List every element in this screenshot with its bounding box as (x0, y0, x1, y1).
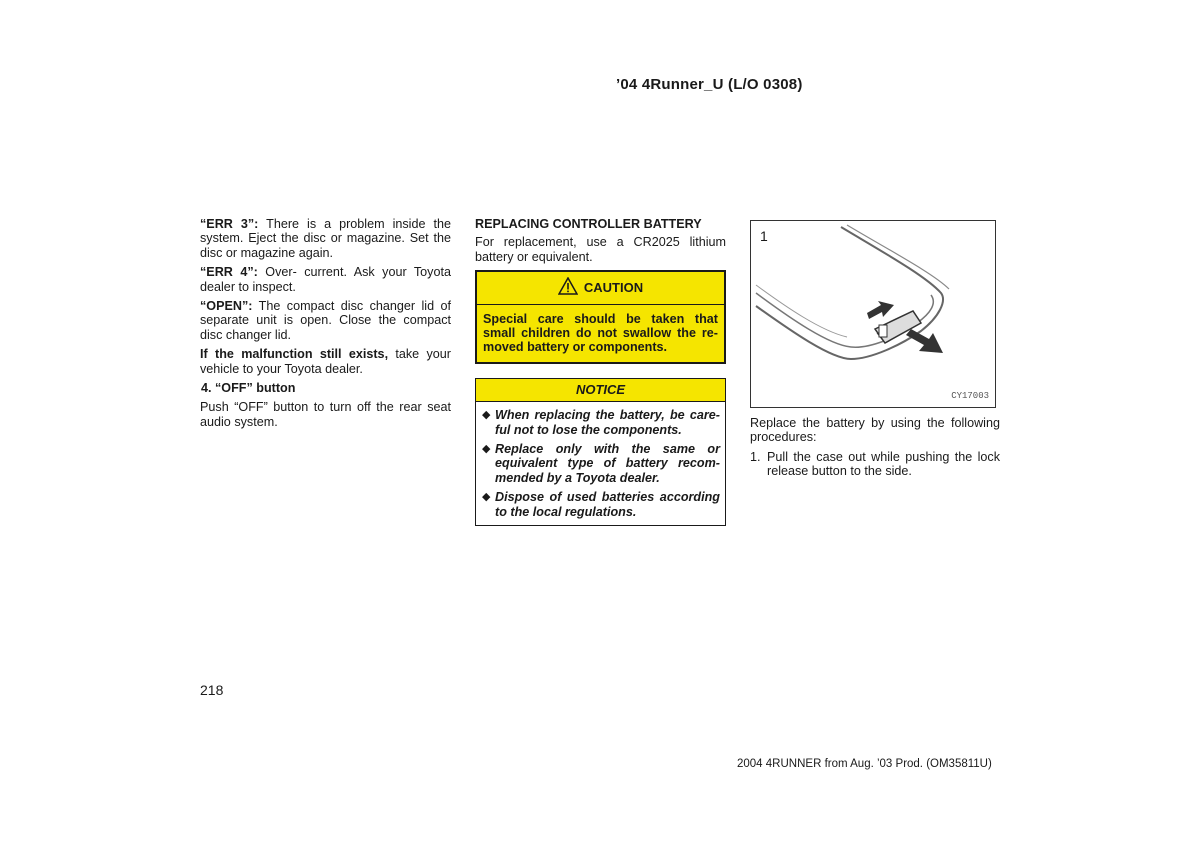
caution-text: Special care should be taken that small children do not swallow the re- moved battery or components. (483, 311, 718, 355)
battery-replacement-figure (750, 220, 996, 408)
malfunction-label: If the malfunction still exists, (200, 347, 389, 362)
malfunction-paragraph (200, 347, 451, 376)
warning-triangle-icon (558, 277, 578, 298)
open-label: “OPEN”: (200, 299, 253, 314)
caution-header (477, 272, 724, 304)
notice-box (475, 378, 726, 526)
footer-text: 2004 4RUNNER from Aug. ’03 Prod. (OM35811U) (737, 758, 992, 770)
diamond-bullet-icon: ◆ (482, 491, 491, 504)
notice-body (476, 402, 725, 525)
notice-item-text: When replacing the battery, be care- ful not to lose the components. (495, 408, 720, 437)
notice-item (482, 490, 720, 519)
off-button-heading: 4. “OFF” button (201, 381, 296, 396)
middle-column (475, 217, 726, 526)
pull-arrow-icon (906, 329, 943, 353)
err4-label: “ERR 4”: (200, 265, 258, 280)
notice-item-text: Replace only with the same or equivalent type of battery recom- mended by a Toyota dealer. (495, 442, 720, 485)
step-number: 1. (750, 449, 761, 464)
notice-item-text: Dispose of used batteries according to the local regulations. (495, 490, 720, 519)
open-text: The compact disc changer lid of separate unit is open. Close the compact disc changer lid. (200, 299, 451, 342)
err3-paragraph (200, 217, 451, 260)
procedure-step (750, 450, 1000, 479)
header-title: ’04 4Runner_U (L/O 0308) (616, 76, 803, 93)
err4-paragraph (200, 265, 451, 294)
figure-number: 1 (760, 228, 768, 244)
figure-code: CY17003 (951, 390, 989, 401)
notice-item (482, 442, 720, 485)
malfunction-text: take your vehicle to your Toyota dealer. (200, 347, 451, 376)
page-number: 218 (200, 682, 224, 698)
caution-title: CAUTION (583, 279, 644, 295)
err3-label: “ERR 3”: (200, 217, 259, 231)
step-text: Pull the case out while pushing the lock release button to the side. (767, 449, 1000, 479)
err3-text: There is a problem inside the system. Eject the disc or magazine. Set the disc or magazine again. (200, 217, 451, 260)
right-column (750, 217, 1000, 479)
open-paragraph (200, 299, 451, 342)
diamond-bullet-icon: ◆ (482, 409, 491, 422)
err4-text: Over- current. Ask your Toyota dealer to inspect. (200, 265, 451, 294)
diamond-bullet-icon: ◆ (482, 443, 491, 456)
off-button-text: Push “OFF” button to turn off the rear seat audio system. (200, 400, 451, 429)
section-heading: REPLACING CONTROLLER BATTERY (475, 217, 702, 231)
caution-box (475, 270, 726, 364)
notice-item (482, 408, 720, 437)
notice-title: NOTICE (476, 379, 725, 402)
remote-controller-illustration (751, 221, 997, 409)
procedure-intro: Replace the battery by using the following procedures: (750, 416, 1000, 445)
push-arrow-icon (867, 301, 894, 319)
left-column (200, 217, 451, 434)
intro-text: For replacement, use a CR2025 lithium battery or equivalent. (475, 235, 726, 264)
